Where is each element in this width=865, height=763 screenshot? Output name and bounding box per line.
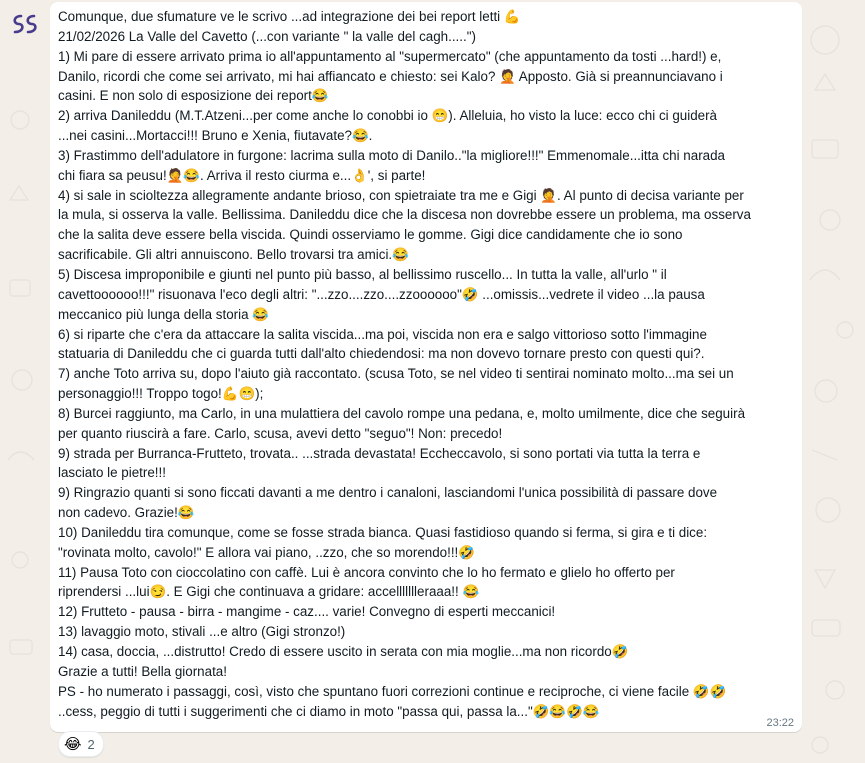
group-avatar[interactable]	[8, 8, 40, 40]
message-line: 21/02/2026 La Valle del Cavetto (...con variante " la valle del cagh.....")	[58, 28, 476, 44]
message-line: lasciato le pietre!!!	[58, 465, 166, 481]
message-line: Grazie a tutti! Bella giornata!	[58, 663, 227, 679]
message-line: ..cess, peggio di tutti i suggerimenti che ci diamo in moto "passa qui, passa la..."🤣😂🤣😂	[58, 703, 600, 719]
message-line: sacrificabile. Gli altri annuiscono. Bello trovarsi tra amici.😂	[58, 247, 409, 263]
message-line: non cadevo. Grazie!😂	[58, 505, 195, 521]
message-line: 3) Frastimmo dell'adulatore in furgone: lacrima sulla moto di Danilo.."la migliore!!!" Emmenomale...itta chi narada	[58, 147, 726, 163]
message-line: la mula, si osserva la valle. Bellissima. Danileddu dice che la discesa non dovrebbe essere un problema, ma osserva	[58, 207, 751, 223]
message-line: 8) Burcei raggiunto, ma Carlo, in una mulattiera del cavolo rompe una pedana, e, molto umilmente, dice che seguirà	[58, 405, 746, 421]
message-line: Danilo, ricordi che come sei arrivato, mi hai affiancato e chiesto: sei Kalo? 🤦 Apposto. Già si preannunciavano i	[58, 68, 723, 84]
message-line: Comunque, due sfumature ve le scrivo ...ad integrazione dei bei report letti 💪	[58, 9, 521, 24]
message-line: 11) Pausa Toto con cioccolatino con caffè. Lui è ancora convinto che lo ho fermato e glielo ho offerto per	[58, 564, 675, 580]
message-line: 9) strada per Burranca-Frutteto, trovata.. ...strada devastata! Eccheccavolo, si sono portati via tutta la terra e	[58, 445, 701, 461]
message-line: 10) Danileddu tira comunque, come se fosse strada bianca. Quasi fastidioso quando si ferma, si gira e ti dice:	[58, 524, 708, 540]
message-line: 1) Mi pare di essere arrivato prima io all'appuntamento al "supermercato" (che appuntamento da tosti ...hard!) e,	[58, 48, 722, 64]
group-avatar-icon	[10, 12, 38, 36]
laughing-emoji-icon: 😂	[64, 735, 82, 753]
message-line: chi fiara sa peusu!🤦😂. Arriva il resto ciurma e...👌', si parte!	[58, 167, 426, 183]
message-line: 2) arriva Danileddu (M.T.Atzeni...per come anche lo conobbi io 😁). Alleluia, ho visto la luce: ecco chi ci guiderà	[58, 108, 718, 124]
reaction-count: 2	[87, 736, 95, 752]
message-line: casini. E non solo di esposizione dei report😂	[58, 88, 329, 104]
message-line: 5) Discesa improponibile e giunti nel punto più basso, al bellissimo ruscello... In tutta la valle, all'urlo " il	[58, 266, 667, 282]
message-timestamp: 23:22	[766, 717, 794, 729]
message-line: 9) Ringrazio quanti si sono ficcati davanti a me dentro i canaloni, lasciandomi l'unica possibilità di passare dove	[58, 485, 718, 501]
message-line: meccanico più lunga della storia 😂	[58, 306, 269, 322]
message-line: 14) casa, doccia, ...distrutto! Credo di essere uscito in serata con mia moglie...ma non ricordo🤣	[58, 644, 629, 659]
message-line: statuaria di Danileddu che ci guarda tutti dall'alto chiedendosi: ma non dovevo tornare presto con questi qui?.	[58, 346, 705, 362]
message-line: cavettoooooo!!!" risuonava l'eco degli altri: "...zzo....zzo....zzoooooo"🤣 ...omissis...vedrete il video ...la pausa	[58, 286, 705, 302]
message-line: riprendersi ...lui😏. E Gigi che continuava a gridare: accellllllleraaa!! 😂	[58, 584, 480, 600]
message-line: personaggio!!! Troppo togo!💪😁);	[58, 386, 264, 402]
message-line: 7) anche Toto arriva su, dopo l'aiuto già raccontato. (scusa Toto, se nel video ti sentirai nominato molto...ma sei un	[58, 366, 734, 382]
message-line: 12) Frutteto - pausa - birra - mangime - caz.... varie! Convegno di esperti meccanici!	[58, 604, 556, 620]
message-line: "rovinata molto, cavolo!" E allora vai piano, ..zzo, che so morendo!!!🤣	[58, 544, 475, 560]
message-line: che la salita deve essere bella viscida. Quindi osserviamo le gomme. Gigi dice candidamente che io sono	[58, 227, 683, 243]
message-bubble[interactable]	[50, 2, 802, 732]
message-line: 4) si sale in scioltezza allegramente andante brioso, con spietraiate tra me e Gigi 🤦. Al punto di decisa variante per	[58, 187, 744, 203]
message-line: 13) lavaggio moto, stivali ...e altro (Gigi stronzo!)	[58, 624, 346, 640]
message-line: PS - ho numerato i passaggi, così, visto che spuntano fuori correzioni continue e reciproche, ci viene facile 🤣🤣	[58, 683, 727, 699]
message-line: per quanto riuscirà a fare. Carlo, scusa, avevi detto "seguo"! Non: precedo!	[58, 425, 503, 441]
reaction-badge[interactable]	[58, 731, 104, 757]
message-line: 6) si riparte che c'era da attaccare la salita viscida...ma poi, viscida non era e salgo vittorioso sotto l'immagine	[58, 326, 707, 342]
message-line: ...nei casini...Mortacci!!! Bruno e Xenia, fiutavate?😂.	[58, 128, 373, 144]
message-text	[58, 7, 794, 721]
